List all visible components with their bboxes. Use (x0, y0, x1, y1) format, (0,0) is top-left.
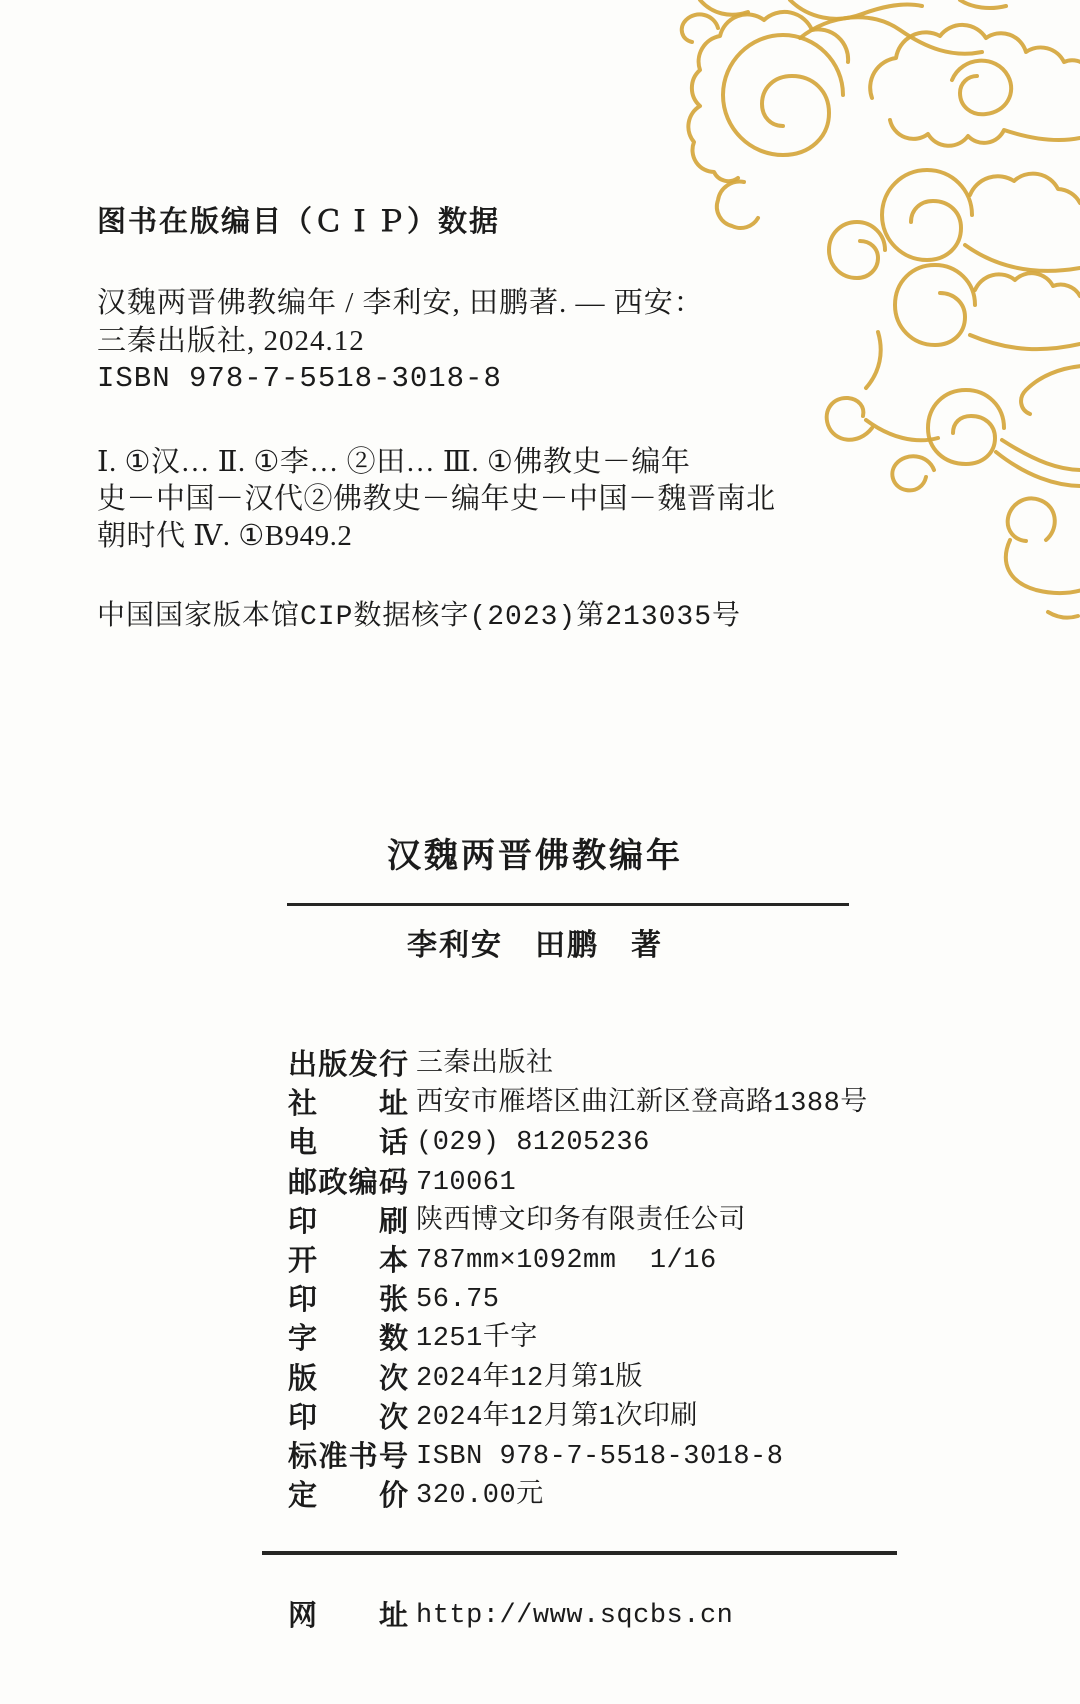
row-label: 电话 (288, 1127, 408, 1160)
row-value: 787mm×1092mm 1/16 (416, 1246, 717, 1277)
classification-line-2: 史－中国－汉代②佛教史－编年史－中国－魏晋南北 (97, 483, 776, 515)
table-row (288, 1124, 868, 1163)
row-value: 1251千字 (416, 1324, 538, 1355)
row-value: 2024年12月第1次印刷 (416, 1402, 698, 1433)
cip-record-line-2: 三秦出版社, 2024.12 (97, 325, 365, 357)
row-value: 陕西博文印务有限责任公司 (416, 1206, 746, 1237)
footer-divider-rule (262, 1551, 897, 1555)
row-value: 56.75 (416, 1285, 500, 1316)
row-label: 出版发行 (288, 1049, 408, 1082)
table-row (288, 1320, 868, 1359)
row-value: 2024年12月第1版 (416, 1363, 643, 1394)
table-row (288, 1203, 868, 1242)
cip-record-block (97, 284, 704, 398)
table-row (288, 1438, 868, 1477)
title-divider-rule (287, 903, 849, 906)
classification-line-3: 朝时代 Ⅳ. ①B949.2 (97, 520, 353, 552)
cloud-cluster-middle (829, 170, 1080, 349)
website-label: 网址 (288, 1599, 408, 1632)
table-row (288, 1046, 868, 1085)
authors-line: 李利安 田鹏 著 (407, 929, 663, 962)
cloud-cluster-top (682, 0, 1080, 228)
cloud-cluster-bottom (827, 332, 1080, 618)
row-value: 西安市雁塔区曲江新区登高路1388号 (416, 1089, 868, 1120)
row-value: 320.00元 (416, 1481, 544, 1512)
cip-record-line-1: 汉魏两晋佛教编年 / 李利安, 田鹏著. — 西安： (97, 287, 704, 319)
table-row (288, 1360, 868, 1399)
row-label: 标准书号 (288, 1440, 408, 1473)
row-label: 邮政编码 (288, 1166, 408, 1199)
row-label: 字数 (288, 1323, 408, 1356)
table-row (288, 1085, 868, 1124)
row-label: 印次 (288, 1401, 408, 1434)
table-row (288, 1242, 868, 1281)
row-value: 710061 (416, 1167, 517, 1198)
cip-verification-number: 中国国家版本馆CIP数据核字(2023)第213035号 (97, 602, 742, 633)
row-label: 印刷 (288, 1205, 408, 1238)
table-row (288, 1164, 868, 1203)
cip-classification-block (97, 444, 776, 555)
table-row (288, 1281, 868, 1320)
classification-line-1: Ⅰ. ①汉… Ⅱ. ①李… ②田… Ⅲ. ①佛教史－编年 (97, 446, 691, 478)
row-label: 开本 (288, 1245, 408, 1278)
row-value: (029) 81205236 (416, 1128, 650, 1159)
row-label: 定价 (288, 1480, 408, 1513)
row-label: 版次 (288, 1362, 408, 1395)
row-value: 三秦出版社 (416, 1050, 554, 1081)
colophon-table (288, 1046, 868, 1516)
website-url: http://www.sqcbs.cn (416, 1600, 734, 1631)
table-row (288, 1399, 868, 1438)
cip-heading: 图书在版编目（ＣＩＰ）数据 (97, 206, 501, 238)
row-label: 印张 (288, 1284, 408, 1317)
table-row (288, 1477, 868, 1516)
book-title: 汉魏两晋佛教编年 (387, 838, 683, 875)
website-row (288, 1596, 733, 1636)
row-label: 社址 (288, 1088, 408, 1121)
row-value: ISBN 978-7-5518-3018-8 (416, 1441, 784, 1472)
cip-isbn-line: ISBN 978-7-5518-3018-8 (97, 362, 502, 395)
